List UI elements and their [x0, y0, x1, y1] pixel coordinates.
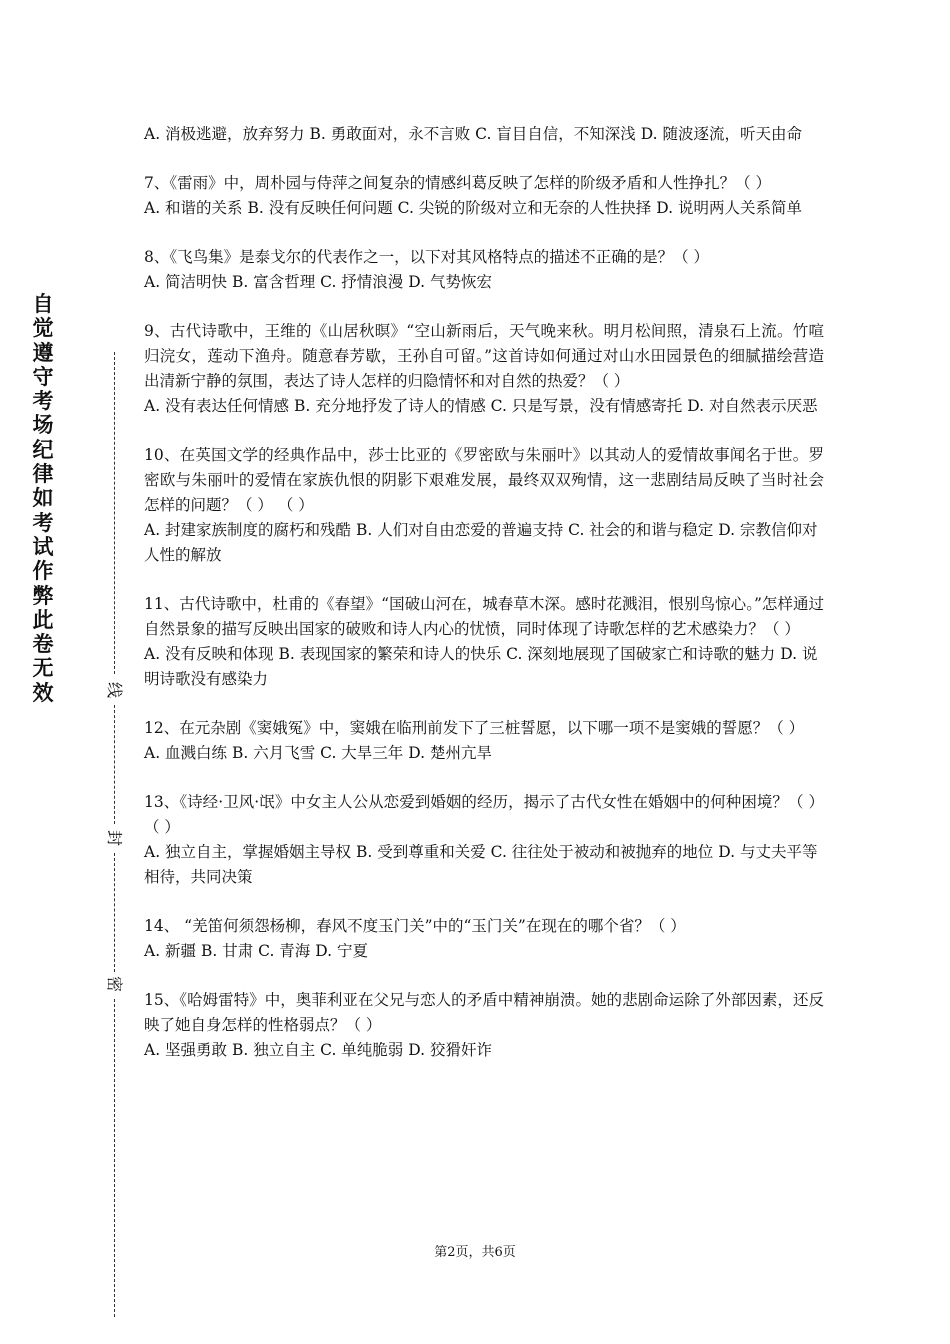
binding-dashed-line	[114, 999, 115, 1317]
notice-char: 纪	[32, 437, 54, 462]
question-options: A. 坚强勇敢 B. 独立自主 C. 单纯脆弱 D. 狡猾奸诈	[144, 1041, 492, 1059]
question-block-15	[144, 988, 824, 1063]
notice-char: 守	[32, 364, 54, 389]
question-options: A. 血溅白练 B. 六月飞雪 C. 大旱三年 D. 楚州亢旱	[144, 744, 492, 762]
notice-char: 觉	[32, 316, 54, 341]
question-stem: 11、古代诗歌中，杜甫的《春望》“国破山河在，城春草木深。感时花溅泪，恨别鸟惊心。”怎样通过自然景象的描写反映出国家的破败和诗人内心的忧愤，同时体现了诗歌怎样的艺术感染力？（ ）	[144, 595, 824, 638]
question-block-9	[144, 319, 824, 419]
question-options: A. 消极逃避，放弃努力 B. 勇敢面对，永不言败 C. 盲目自信，不知深浅 D. 随波逐流，听天由命	[144, 125, 802, 143]
notice-char: 如	[32, 486, 54, 511]
question-block-7	[144, 171, 824, 221]
question-stem: 14、 “羌笛何须怨杨柳，春风不度玉门关”中的“玉门关”在现在的哪个省？（ ）	[144, 917, 686, 935]
question-stem: 13、《诗经·卫风·氓》中女主人公从恋爱到婚姻的经历，揭示了古代女性在婚姻中的何种困境？（ ） （ ）	[144, 793, 824, 836]
notice-char: 效	[32, 680, 54, 705]
question-options: A. 独立自主，掌握婚姻主导权 B. 受到尊重和关爱 C. 往往处于被动和被抛弃的地位 D. 与丈夫平等相待，共同决策	[144, 843, 818, 886]
question-options: A. 简洁明快 B. 富含哲理 C. 抒情浪漫 D. 气势恢宏	[144, 273, 492, 291]
question-stem: 10、在英国文学的经典作品中，莎士比亚的《罗密欧与朱丽叶》以其动人的爱情故事闻名于世。罗密欧与朱丽叶的爱情在家族仇恨的阴影下艰难发展，最终双双殉情，这一悲剧结局反映了当时社会怎样的问题？（ ） （ ）	[144, 446, 824, 514]
question-stem: 9、古代诗歌中，王维的《山居秋暝》“空山新雨后，天气晚来秋。明月松间照，清泉石上流。竹喧归浣女，莲动下渔舟。随意春芳歇，王孙自可留。”这首诗如何通过对山水田园景色的细腻描绘营造出清新宁静的氛围，表达了诗人怎样的归隐情怀和对自然的热爱？（ ）	[144, 322, 824, 390]
question-block-8	[144, 245, 824, 295]
notice-char: 试	[32, 534, 54, 559]
question-block-14	[144, 914, 824, 964]
question-block-12	[144, 716, 824, 766]
question-block-6	[144, 122, 824, 147]
binding-dashed-line	[114, 705, 115, 824]
question-options: A. 新疆 B. 甘肃 C. 青海 D. 宁夏	[144, 942, 368, 960]
notice-char: 遵	[32, 340, 54, 365]
notice-char: 自	[32, 292, 54, 316]
notice-char: 弊	[32, 583, 54, 608]
binding-mark-mi: 密	[105, 975, 124, 992]
notice-char: 卷	[32, 632, 54, 657]
question-block-10	[144, 443, 824, 568]
notice-char: 无	[32, 656, 54, 681]
question-stem: 8、《飞鸟集》是泰戈尔的代表作之一，以下对其风格特点的描述不正确的是？（ ）	[144, 248, 710, 266]
notice-char: 此	[32, 607, 54, 632]
question-options: A. 没有表达任何情感 B. 充分地抒发了诗人的情感 C. 只是写景，没有情感寄托 D. 对自然表示厌恶	[144, 397, 818, 415]
notice-char: 场	[32, 413, 54, 438]
binding-mark-xian: 线	[105, 681, 124, 698]
question-stem: 12、在元杂剧《窦娥冤》中，窦娥在临刑前发下了三桩誓愿，以下哪一项不是窦娥的誓愿？（ ）	[144, 719, 805, 737]
question-block-13	[144, 790, 824, 890]
page-number-footer: 第2页，共6页	[434, 1245, 516, 1260]
binding-dashed-line	[114, 352, 115, 674]
question-stem: 7、《雷雨》中，周朴园与侍萍之间复杂的情感纠葛反映了怎样的阶级矛盾和人性挣扎？（ ）	[144, 174, 772, 192]
question-options: A. 封建家族制度的腐朽和残酷 B. 人们对自由恋爱的普遍支持 C. 社会的和谐与稳定 D. 宗教信仰对人性的解放	[144, 521, 818, 564]
notice-char: 考	[32, 510, 54, 535]
question-options: A. 和谐的关系 B. 没有反映任何问题 C. 尖锐的阶级对立和无奈的人性抉择 D. 说明两人关系简单	[144, 199, 802, 217]
question-block-11	[144, 592, 824, 692]
question-stem: 15、《哈姆雷特》中，奥菲利亚在父兄与恋人的矛盾中精神崩溃。她的悲剧命运除了外部因素，还反映了她自身怎样的性格弱点？（ ）	[144, 991, 824, 1034]
question-list	[144, 122, 824, 1087]
exam-rule-notice	[28, 292, 58, 705]
notice-char: 律	[32, 462, 54, 487]
notice-char: 考	[32, 389, 54, 414]
binding-dashed-line	[114, 853, 115, 972]
question-options: A. 没有反映和体现 B. 表现国家的繁荣和诗人的快乐 C. 深刻地展现了国破家亡和诗歌的魅力 D. 说明诗歌没有感染力	[144, 645, 818, 688]
binding-mark-feng: 封	[105, 829, 124, 846]
notice-char: 作	[32, 559, 54, 584]
